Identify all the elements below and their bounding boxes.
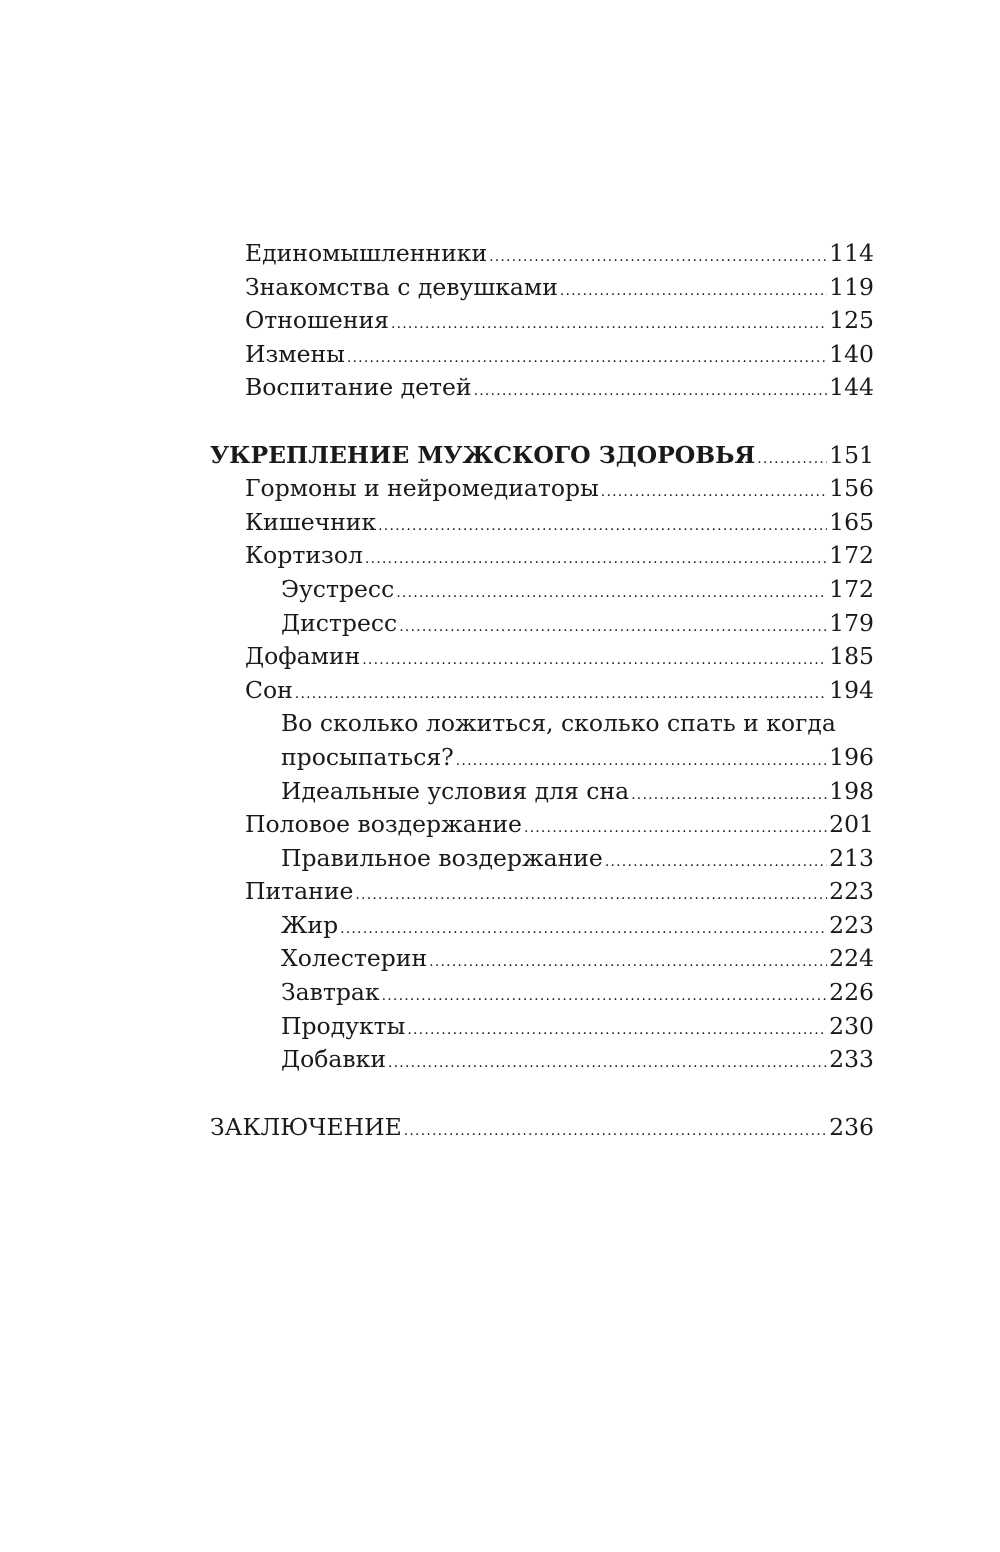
dot-leader: [456, 745, 827, 779]
toc-subentry-title: Идеальные условия для сна: [281, 776, 630, 805]
dot-leader: [365, 543, 827, 577]
toc-entry-page: 201: [829, 810, 874, 839]
dot-leader: [362, 644, 827, 678]
toc-subentry-page: 172: [829, 574, 874, 603]
toc-entry-page: 125: [829, 306, 874, 335]
toc-section-title: ЗАКЛЮЧЕНИЕ: [210, 1112, 402, 1141]
toc-subentry[interactable]: [210, 909, 874, 943]
toc-subentry[interactable]: [210, 842, 874, 876]
toc-entry-title: Воспитание детей: [245, 373, 472, 402]
dot-leader: [757, 443, 827, 477]
toc-entry-page: 165: [829, 507, 874, 536]
toc-entry[interactable]: [210, 371, 874, 405]
toc-subentry-title: Добавки: [281, 1045, 386, 1074]
toc-subentry-page: 223: [829, 910, 874, 939]
toc-entry-page: 185: [829, 642, 874, 671]
toc-entry-page: 114: [829, 239, 874, 267]
toc-entry-title: Отношения: [245, 306, 389, 335]
toc-entry[interactable]: [210, 640, 874, 674]
table-of-contents: [210, 237, 874, 1144]
toc-entry-page: 144: [829, 373, 874, 402]
toc-entry[interactable]: [210, 472, 874, 506]
toc-subentry-title: Правильное воздержание: [281, 843, 603, 872]
toc-subentry[interactable]: [210, 1043, 874, 1077]
toc-entry-page: 194: [829, 675, 874, 704]
dot-leader: [347, 342, 827, 376]
toc-entry[interactable]: [210, 674, 874, 708]
toc-subentry-title-cont: просыпаться?: [281, 742, 454, 771]
toc-entry-title: Дофамин: [245, 642, 361, 671]
dot-leader: [382, 980, 828, 1014]
toc-subentry-title: Завтрак: [281, 978, 380, 1007]
toc-subentry-page: 230: [829, 1011, 874, 1040]
dot-leader: [340, 913, 827, 947]
dot-leader: [605, 846, 827, 880]
toc-entry-page: 119: [829, 272, 874, 301]
toc-entry[interactable]: [210, 304, 874, 338]
toc-subentry-page: 198: [829, 776, 874, 805]
toc-entry[interactable]: [210, 271, 874, 305]
dot-leader: [524, 812, 827, 846]
dot-leader: [378, 510, 827, 544]
toc-entry-title: Кортизол: [245, 541, 363, 570]
toc-entry-page: 140: [829, 339, 874, 368]
toc-subentry[interactable]: [210, 607, 874, 641]
toc-subentry[interactable]: [210, 573, 874, 607]
toc-subentry-page: 224: [829, 944, 874, 973]
toc-subentry-title: Жир: [281, 910, 339, 939]
dot-leader: [404, 1115, 827, 1149]
toc-section-page: 236: [829, 1112, 874, 1141]
dot-leader: [295, 678, 827, 712]
toc-entry-page: 223: [829, 877, 874, 906]
toc-entry-title: Единомышленники: [245, 239, 488, 267]
toc-entry[interactable]: [210, 539, 874, 573]
dot-leader: [631, 779, 827, 813]
toc-entry-title: Половое воздержание: [245, 810, 522, 839]
toc-entry[interactable]: [210, 506, 874, 540]
toc-subentry-title: Дистресс: [281, 608, 398, 637]
dot-leader: [388, 1047, 827, 1081]
toc-section-title: УКРЕПЛЕНИЕ МУЖСКОГО ЗДОРОВЬЯ: [210, 440, 756, 469]
dot-leader: [355, 879, 827, 913]
section-spacer: [210, 405, 874, 439]
toc-subentry[interactable]: [210, 1010, 874, 1044]
dot-leader: [407, 1014, 827, 1048]
toc-entry-title: Знакомства с девушками: [245, 272, 558, 301]
toc-subentry-page: 213: [829, 843, 874, 872]
toc-entry[interactable]: [210, 875, 874, 909]
toc-entry-title: Сон: [245, 675, 293, 704]
toc-entry[interactable]: [210, 338, 874, 372]
toc-entry-title: Кишечник: [245, 507, 377, 536]
dot-leader: [399, 611, 827, 645]
toc-subentry[interactable]: [210, 976, 874, 1010]
toc-subentry-page: 226: [829, 978, 874, 1007]
toc-subentry-first-line[interactable]: [210, 707, 874, 741]
dot-leader: [391, 308, 827, 342]
toc-section-page: 151: [829, 440, 874, 469]
toc-subentry-page: 179: [829, 608, 874, 637]
section-spacer: [210, 1077, 874, 1111]
toc-subentry[interactable]: [210, 775, 874, 809]
dot-leader: [429, 946, 827, 980]
dot-leader: [396, 577, 827, 611]
toc-section[interactable]: [210, 1111, 874, 1145]
toc-entry-title: Питание: [245, 877, 354, 906]
toc-entry[interactable]: [210, 237, 874, 271]
toc-subentry-title: Холестерин: [281, 944, 428, 973]
toc-entry[interactable]: [210, 808, 874, 842]
toc-section[interactable]: [210, 439, 874, 473]
toc-entry-title: Гормоны и нейромедиаторы: [245, 474, 599, 503]
toc-subentry[interactable]: [210, 942, 874, 976]
toc-entry-title: Измены: [245, 339, 345, 368]
dot-leader: [474, 375, 828, 409]
toc-subentry-title: Эустресс: [281, 574, 395, 603]
dot-leader: [560, 275, 827, 309]
toc-subentry-continuation[interactable]: [210, 741, 874, 775]
toc-entry-page: 156: [829, 474, 874, 503]
dot-leader: [489, 241, 827, 275]
toc-subentry-page: 196: [829, 742, 874, 771]
toc-subentry-title: Во сколько ложиться, сколько спать и когда: [281, 709, 836, 738]
toc-subentry-title: Продукты: [281, 1011, 406, 1040]
dot-leader: [601, 476, 827, 510]
toc-entry-page: 172: [829, 541, 874, 570]
toc-subentry-page: 233: [829, 1045, 874, 1074]
